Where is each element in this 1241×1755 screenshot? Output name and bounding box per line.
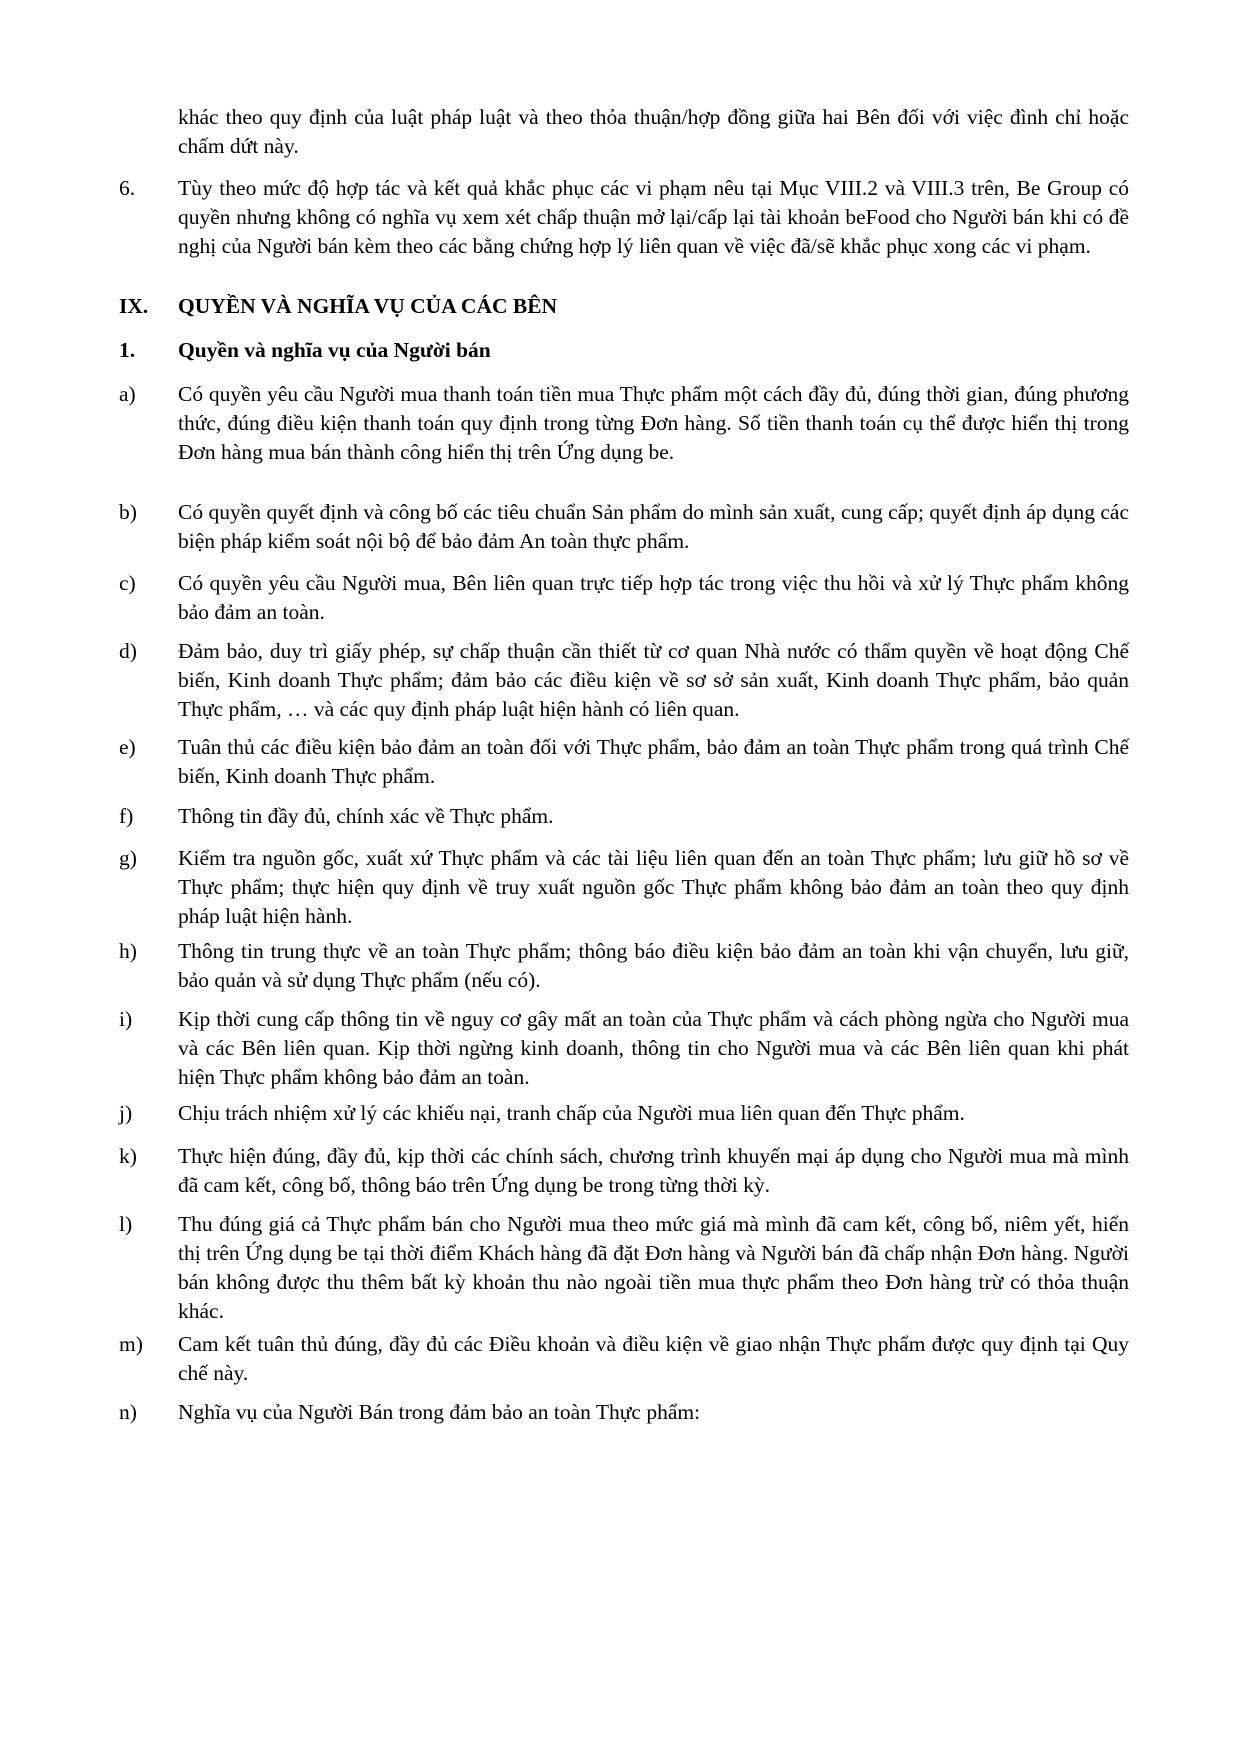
list-marker: b) <box>119 500 137 524</box>
list-marker: d) <box>119 639 137 663</box>
list-item-text: Chịu trách nhiệm xử lý các khiếu nại, tranh chấp của Người mua liên quan đến Thực phẩm. <box>178 1101 965 1125</box>
list-item-text: Có quyền yêu cầu Người mua thanh toán tiền mua Thực phẩm một cách đầy đủ, đúng thời gian, đúng phương thức, đúng điều kiện thanh toán quy định trong từng Đơn hàng. Số tiền thanh toán cụ thể được hiển thị trong Đơn hàng mua bán thành công hiển thị trên Ứng dụng be. <box>178 382 1129 464</box>
list-item-text: Thực hiện đúng, đầy đủ, kịp thời các chính sách, chương trình khuyến mại áp dụng cho Người mua mà mình đã cam kết, công bố, thông báo trên Ứng dụng be trong từng thời kỳ. <box>178 1144 1129 1197</box>
continuation-paragraph: khác theo quy định của luật pháp luật và theo thỏa thuận/hợp đồng giữa hai Bên đối với việc đình chỉ hoặc chấm dứt này. <box>178 105 1129 158</box>
list-item-l <box>119 1210 1129 1326</box>
list-item-j <box>119 1099 1129 1128</box>
list-item-text: Nghĩa vụ của Người Bán trong đảm bảo an toàn Thực phẩm: <box>178 1400 701 1424</box>
section-number: IX. <box>119 294 149 318</box>
list-marker: e) <box>119 735 136 759</box>
subsection-heading <box>119 336 1129 365</box>
list-item-g <box>119 844 1129 931</box>
list-item-text: Tuân thủ các điều kiện bảo đảm an toàn đối với Thực phẩm, bảo đảm an toàn Thực phẩm trong quá trình Chế biến, Kinh doanh Thực phẩm. <box>178 735 1129 788</box>
list-item-text: Kịp thời cung cấp thông tin về nguy cơ gây mất an toàn của Thực phẩm và cách phòng ngừa cho Người mua và các Bên liên quan. Kịp thời ngừng kinh doanh, thông tin cho Người mua và các Bên liên quan khi phát hiện Thực phẩm không bảo đảm an toàn. <box>178 1007 1129 1089</box>
list-item-6 <box>119 174 1129 261</box>
list-marker: m) <box>119 1332 143 1356</box>
list-item-text: Đảm bảo, duy trì giấy phép, sự chấp thuận cần thiết từ cơ quan Nhà nước có thẩm quyền về hoạt động Chế biến, Kinh doanh Thực phẩm; đảm bảo các điều kiện về sơ sở sản xuất, Kinh doanh Thực phẩm, bảo quản Thực phẩm, … và các quy định pháp luật hiện hành có liên quan. <box>178 639 1129 721</box>
list-item-text: Thu đúng giá cả Thực phẩm bán cho Người mua theo mức giá mà mình đã cam kết, công bố, niêm yết, hiển thị trên Ứng dụng be tại thời điểm Khách hàng đã đặt Đơn hàng và Người bán đã chấp nhận Đơn hàng. Người bán không được thu thêm bất kỳ khoản thu nào ngoài tiền mua thực phẩm theo Đơn hàng trừ có thỏa thuận khác. <box>178 1212 1129 1323</box>
list-item-f <box>119 802 1129 831</box>
list-marker: 6. <box>119 176 136 200</box>
list-item-c <box>119 569 1129 627</box>
list-item-m <box>119 1330 1129 1388</box>
list-marker: h) <box>119 939 137 963</box>
list-marker: i) <box>119 1007 133 1031</box>
subsection-title: Quyền và nghĩa vụ của Người bán <box>178 338 491 362</box>
list-item-e <box>119 733 1129 791</box>
list-item-h <box>119 937 1129 995</box>
list-item-text: Cam kết tuân thủ đúng, đầy đủ các Điều khoản và điều kiện về giao nhận Thực phẩm được quy định tại Quy chế này. <box>178 1332 1129 1385</box>
list-marker: c) <box>119 571 136 595</box>
list-item-text: Thông tin trung thực về an toàn Thực phẩm; thông báo điều kiện bảo đảm an toàn khi vận chuyển, lưu giữ, bảo quản và sử dụng Thực phẩm (nếu có). <box>178 939 1129 992</box>
list-marker: g) <box>119 846 137 870</box>
list-item-text: Có quyền quyết định và công bố các tiêu chuẩn Sản phẩm do mình sản xuất, cung cấp; quyết định áp dụng các biện pháp kiểm soát nội bộ để bảo đảm An toàn thực phẩm. <box>178 500 1129 553</box>
list-marker: a) <box>119 382 136 406</box>
list-marker: l) <box>119 1212 133 1236</box>
list-item-b <box>119 498 1129 556</box>
section-heading <box>119 292 1129 321</box>
list-marker: k) <box>119 1144 137 1168</box>
list-item-k <box>119 1142 1129 1200</box>
list-marker: n) <box>119 1400 137 1424</box>
list-item-i <box>119 1005 1129 1092</box>
list-item-n <box>119 1398 1129 1427</box>
list-item-text: Tùy theo mức độ hợp tác và kết quả khắc phục các vi phạm nêu tại Mục VIII.2 và VIII.3 trên, Be Group có quyền nhưng không có nghĩa vụ xem xét chấp thuận mở lại/cấp lại tài khoản beFood cho Người bán khi có đề nghị của Người bán kèm theo các bằng chứng hợp lý liên quan về việc đã/sẽ khắc phục xong các vi phạm. <box>178 176 1129 258</box>
list-item-a <box>119 380 1129 467</box>
list-item-text: Có quyền yêu cầu Người mua, Bên liên quan trực tiếp hợp tác trong việc thu hồi và xử lý Thực phẩm không bảo đảm an toàn. <box>178 571 1129 624</box>
list-item-text: Kiểm tra nguồn gốc, xuất xứ Thực phẩm và các tài liệu liên quan đến an toàn Thực phẩm; lưu giữ hồ sơ về Thực phẩm; thực hiện quy định về truy xuất nguồn gốc Thực phẩm không bảo đảm an toàn theo quy định pháp luật hiện hành. <box>178 846 1129 928</box>
list-item-text: Thông tin đầy đủ, chính xác về Thực phẩm. <box>178 804 554 828</box>
list-marker: j) <box>119 1101 133 1125</box>
section-title: QUYỀN VÀ NGHĨA VỤ CỦA CÁC BÊN <box>178 294 558 318</box>
list-item-d <box>119 637 1129 724</box>
list-marker: f) <box>119 804 134 828</box>
subsection-number: 1. <box>119 338 136 362</box>
